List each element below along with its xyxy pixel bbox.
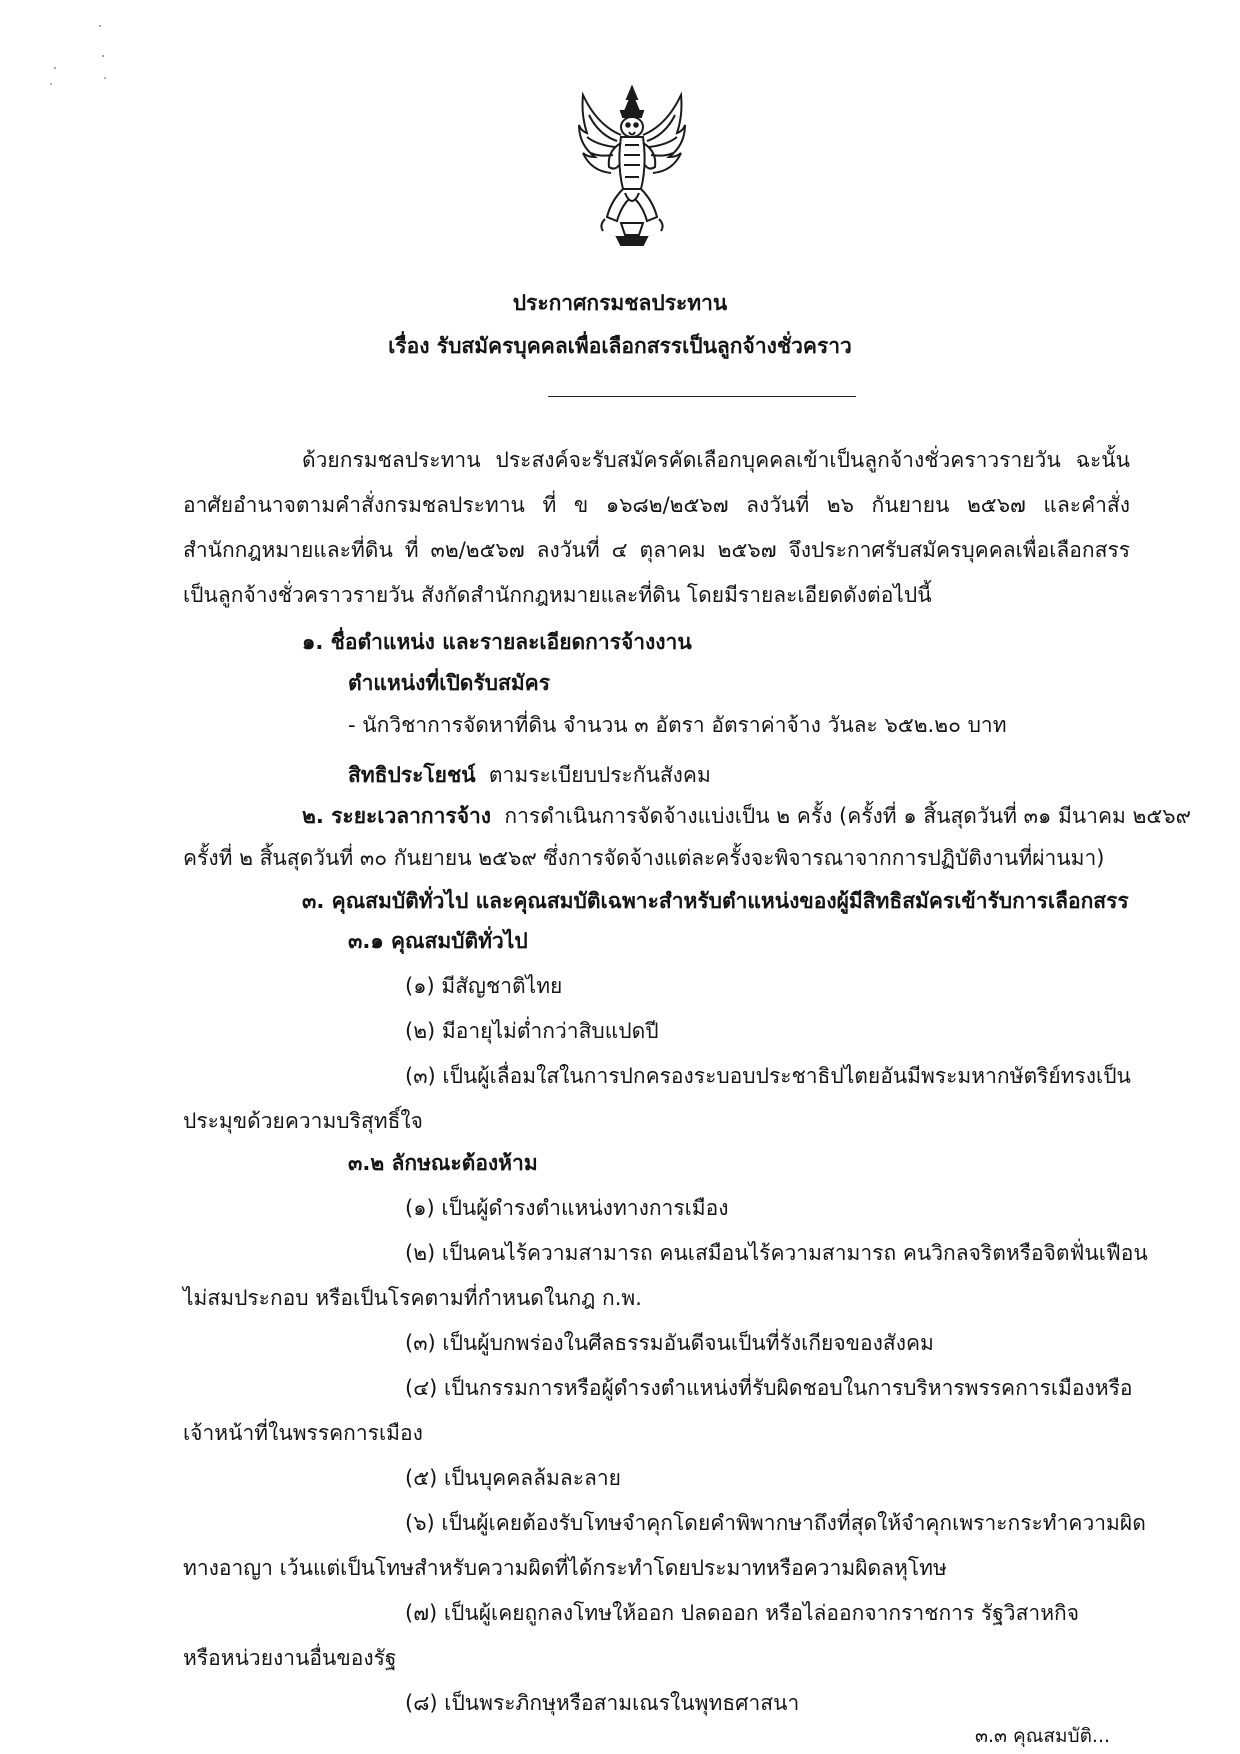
intro-line-4: เป็นลูกจ้างชั่วคราวรายวัน สังกัดสำนักกฎหมายและที่ดิน โดยมีรายละเอียดดังต่อไปนี้ <box>183 583 932 607</box>
section3-sub1-heading: ๓.๑ คุณสมบัติทั่วไป <box>348 929 528 953</box>
prohibition-item-2-cont: ไม่สมประกอบ หรือเป็นโรคตามที่กำหนดในกฎ ก.พ. <box>183 1286 642 1310</box>
prohibition-item-3: (๓) เป็นผู้บกพร่องในศีลธรรมอันดีจนเป็นที่รังเกียจของสังคม <box>405 1331 934 1355</box>
section2-line-2: ครั้งที่ ๒ สิ้นสุดวันที่ ๓๐ กันยายน ๒๕๖๙ ซึ่งการจัดจ้างแต่ละครั้งจะพิจารณาจากการปฏิบัติงานที่ผ่านมา) <box>183 846 1105 870</box>
announcement-title: ประกาศกรมชลประทาน <box>512 291 728 315</box>
qualification-item-3-cont: ประมุขด้วยความบริสุทธิ์ใจ <box>183 1109 423 1133</box>
prohibition-item-4: (๔) เป็นกรรมการหรือผู้ดำรงตำแหน่งที่รับผิดชอบในการบริหารพรรคการเมืองหรือ <box>405 1376 1133 1400</box>
section2-text: การดำเนินการจัดจ้างแบ่งเป็น ๒ ครั้ง (ครั้งที่ ๑ สิ้นสุดวันที่ ๓๑ มีนาคม ๒๕๖๙ <box>504 804 1191 828</box>
qualification-item-1: (๑) มีสัญชาติไทย <box>405 974 563 998</box>
intro-line-3: สำนักกฎหมายและที่ดิน ที่ ๓๒/๒๕๖๗ ลงวันที่ ๔ ตุลาคม ๒๕๖๗ จึงประกาศรับสมัครบุคคลเพื่อเลือกสรร <box>183 538 1130 562</box>
benefit-row <box>348 760 711 790</box>
section2-heading: ๒. ระยะเวลาการจ้าง <box>302 804 492 828</box>
prohibition-item-8: (๘) เป็นพระภิกษุหรือสามเณรในพุทธศาสนา <box>405 1691 800 1715</box>
prohibition-item-7-cont: หรือหน่วยงานอื่นของรัฐ <box>183 1646 397 1670</box>
section3-heading: ๓. คุณสมบัติทั่วไป และคุณสมบัติเฉพาะสำหรับตำแหน่งของผู้มีสิทธิสมัครเข้ารับการเลือกสรร <box>302 889 1129 913</box>
title-divider <box>548 396 856 397</box>
garuda-emblem-icon <box>577 85 687 250</box>
qualification-item-3: (๓) เป็นผู้เลื่อมใสในการปกครองระบอบประชาธิปไตยอันมีพระมหากษัตริย์ทรงเป็น <box>405 1064 1131 1088</box>
prohibition-item-6-cont: ทางอาญา เว้นแต่เป็นโทษสำหรับความผิดที่ได้กระทำโดยประมาทหรือความผิดลหุโทษ <box>183 1556 947 1580</box>
section1-subheading: ตำแหน่งที่เปิดรับสมัคร <box>348 671 551 695</box>
qualification-item-2: (๒) มีอายุไม่ต่ำกว่าสิบแปดปี <box>405 1019 659 1043</box>
scan-specks <box>45 20 115 100</box>
benefit-value: ตามระเบียบประกันสังคม <box>488 763 711 787</box>
prohibition-item-6: (๖) เป็นผู้เคยต้องรับโทษจำคุกโดยคำพิพากษาถึงที่สุดให้จำคุกเพราะกระทำความผิด <box>405 1511 1146 1535</box>
section3-sub2-heading: ๓.๒ ลักษณะต้องห้าม <box>348 1151 538 1175</box>
intro-line-1: ด้วยกรมชลประทาน ประสงค์จะรับสมัครคัดเลือกบุคคลเข้าเป็นลูกจ้างชั่วคราวรายวัน ฉะนั้น <box>302 448 1130 472</box>
page-continuation: ๓.๓ คุณสมบัติ... <box>975 1725 1111 1747</box>
prohibition-item-5: (๕) เป็นบุคคลล้มละลาย <box>405 1466 621 1490</box>
prohibition-item-1: (๑) เป็นผู้ดำรงตำแหน่งทางการเมือง <box>405 1196 729 1220</box>
intro-line-2: อาศัยอำนาจตามคำสั่งกรมชลประทาน ที่ ข ๑๖๘๒/๒๕๖๗ ลงวันที่ ๒๖ กันยายน ๒๕๖๗ และคำสั่ง <box>183 493 1130 517</box>
prohibition-item-4-cont: เจ้าหน้าที่ในพรรคการเมือง <box>183 1421 423 1445</box>
announcement-subject: เรื่อง รับสมัครบุคคลเพื่อเลือกสรรเป็นลูกจ้างชั่วคราว <box>388 334 852 358</box>
position-detail: - นักวิชาการจัดหาที่ดิน จำนวน ๓ อัตรา อัตราค่าจ้าง วันละ ๖๕๒.๒๐ บาท <box>348 713 1007 737</box>
prohibition-item-7: (๗) เป็นผู้เคยถูกลงโทษให้ออก ปลดออก หรือไล่ออกจากราชการ รัฐวิสาหกิจ <box>405 1601 1080 1625</box>
section2-line-1 <box>302 801 1191 831</box>
section1-heading: ๑. ชื่อตำแหน่ง และรายละเอียดการจ้างงาน <box>302 630 692 654</box>
benefit-label: สิทธิประโยชน์ <box>348 763 476 787</box>
prohibition-item-2: (๒) เป็นคนไร้ความสามารถ คนเสมือนไร้ความสามารถ คนวิกลจริตหรือจิตฟั่นเฟือน <box>405 1241 1148 1265</box>
